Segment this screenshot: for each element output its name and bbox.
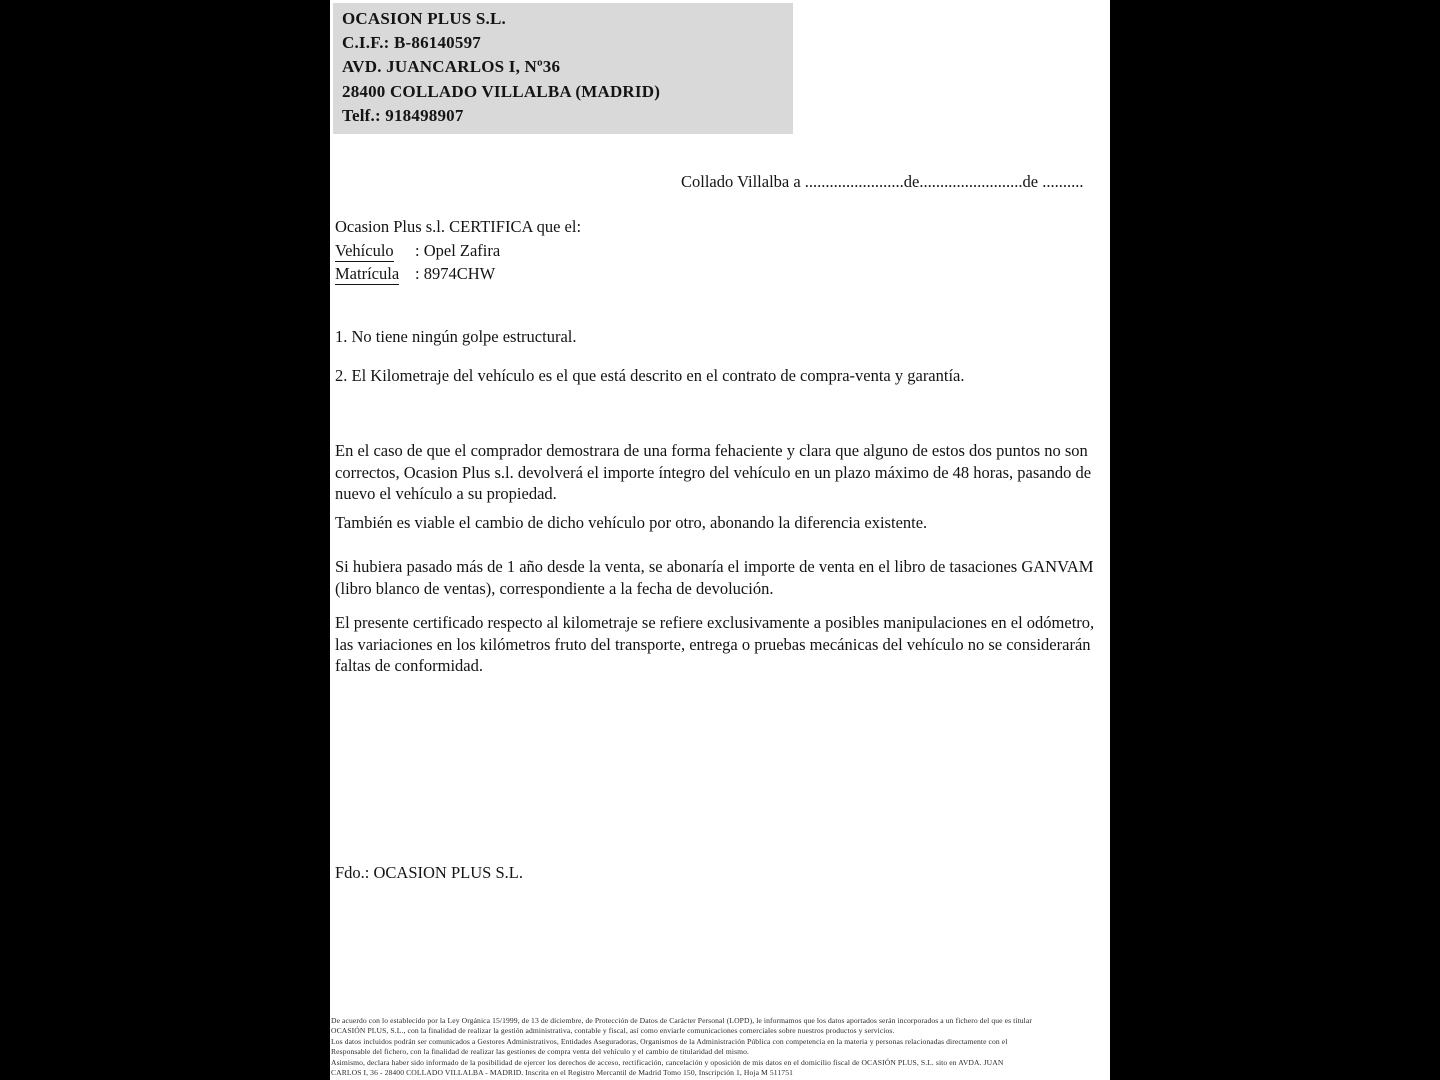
document-page xyxy=(330,0,1110,1080)
company-name: OCASION PLUS S.L. xyxy=(342,9,506,28)
certify-intro: Ocasion Plus s.l. CERTIFICA que el: xyxy=(335,217,582,236)
paragraph-exchange-option: También es viable el cambio de dicho vehículo por otro, abonando la diferencia existente. xyxy=(335,513,928,532)
legal-footer-line: Los datos incluidos podrán ser comunicados a Gestores Administrativos, Entidades Aseguradoras, Organismos de la Administración Pública con competencia en la materia y personas relacionadas directamente con el xyxy=(331,1036,1008,1046)
vehicle-label: Vehículo xyxy=(335,241,394,260)
legal-footer-line: Responsable del fichero, con la finalidad de realizar las gestiones de compra venta del vehículo y el cambio de titularidad del mismo. xyxy=(331,1047,750,1057)
plate-label-wrap xyxy=(335,263,415,285)
legal-footer-line: Asimismo, declara haber sido informado de la posibilidad de ejercer los derechos de acceso, rectificación, cancelación y oposición de mis datos en el domicilio fiscal de OCASIÓN PLUS, S.L. sito en AVDA. JUAN xyxy=(331,1057,1004,1067)
date-line: Collado Villalba a ........................de.........................de .......... xyxy=(681,172,1084,191)
legal-footer-line: CARLOS I, 36 - 28400 COLLADO VILLALBA - MADRID. Inscrita en el Registro Mercantil de Madrid Tomo 150, Inscripción 1, Hoja M 511751 xyxy=(331,1068,793,1078)
legal-footer-line: De acuerdo con lo establecido por la Ley Orgánica 15/1999, de 13 de diciembre, de Protección de Datos de Carácter Personal (LOPD), le informamos que los datos aportados serán incorporados a un fichero del que es titular xyxy=(331,1016,1032,1025)
company-cif: C.I.F.: B-86140597 xyxy=(342,33,481,53)
plate-label: Matrícula xyxy=(335,264,400,283)
company-header-block xyxy=(333,3,793,134)
certificate-point-1: 1. No tiene ningún golpe estructural. xyxy=(335,327,577,346)
company-city: 28400 COLLADO VILLALBA (MADRID) xyxy=(342,81,661,101)
paragraph-refund-terms: En el caso de que el comprador demostrara de una forma fehaciente y clara que alguno de estos dos puntos no son correctos, Ocasion Plus s.l. devolverá el importe íntegro del vehículo en un plazo máximo de 48 horas, pasando de nuevo el vehículo a su propiedad. xyxy=(335,441,1092,503)
signature-line: Fdo.: OCASION PLUS S.L. xyxy=(335,863,523,882)
legal-footer-line: OCASIÓN PLUS, S.L., con la finalidad de realizar la gestión administrativa, contable y fiscal, así como enviarle comunicaciones comerciales sobre nuestros productos y servicios. xyxy=(331,1026,895,1036)
plate-field xyxy=(335,263,1107,285)
vehicle-value: : Opel Zafira xyxy=(415,241,501,260)
company-phone: Telf.: 918498907 xyxy=(342,105,464,125)
paragraph-ganvam-valuation: Si hubiera pasado más de 1 año desde la venta, se abonaría el importe de venta en el libro de tasaciones GANVAM (libro blanco de ventas), correspondiente a la fecha de devolución. xyxy=(335,557,1094,598)
legal-footer xyxy=(331,1016,1109,1078)
vehicle-label-wrap xyxy=(335,240,415,262)
vehicle-field xyxy=(335,240,1107,262)
paragraph-odometer-disclaimer: El presente certificado respecto al kilometraje se refiere exclusivamente a posibles manipulaciones en el odómetro, las variaciones en los kilómetros fruto del transporte, entrega o pruebas mecánicas del vehículo no se considerarán faltas de conformidad. xyxy=(335,613,1095,675)
company-address: AVD. JUANCARLOS I, Nº36 xyxy=(342,57,561,77)
certificate-point-2: 2. El Kilometraje del vehículo es el que está descrito en el contrato de compra-venta y garantía. xyxy=(335,366,965,385)
plate-value: : 8974CHW xyxy=(415,264,496,283)
